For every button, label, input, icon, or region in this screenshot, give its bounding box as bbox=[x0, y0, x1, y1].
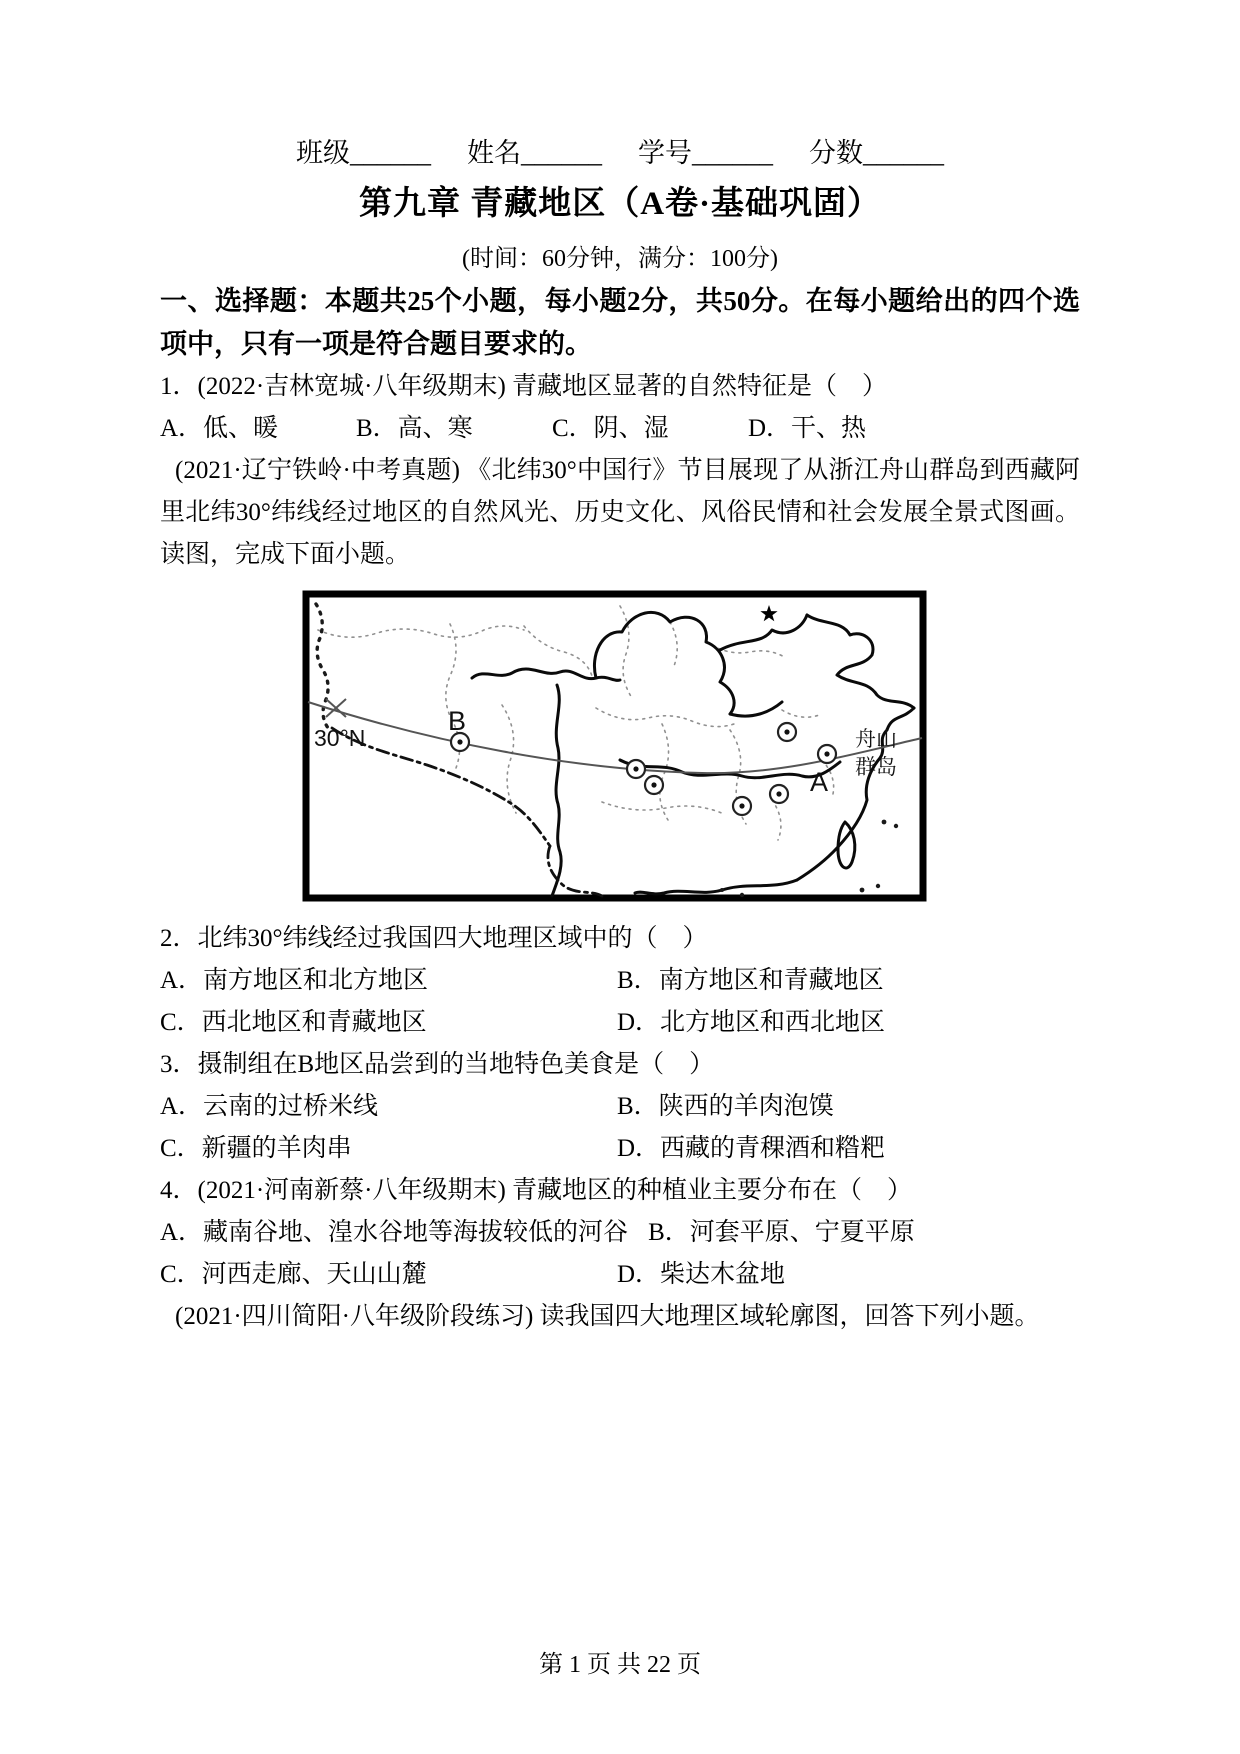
question-4 bbox=[160, 1170, 1080, 1296]
student-info-line bbox=[160, 132, 1080, 174]
question-2 bbox=[160, 918, 1080, 1044]
question-4-option-d: D．柴达木盆地 bbox=[617, 1261, 786, 1288]
question-4-option-a: A．藏南谷地、湟水谷地等海拔较低的河谷 bbox=[160, 1219, 629, 1246]
field-score bbox=[809, 132, 944, 174]
exam-time-score: (时间：60分钟，满分：100分) bbox=[462, 246, 778, 272]
field-score-blank: ______ bbox=[863, 138, 944, 168]
question-3 bbox=[160, 1044, 1080, 1170]
question-1-option-c: C．阴、湿 bbox=[552, 415, 669, 442]
question-2-option-b: B．南方地区和青藏地区 bbox=[617, 967, 884, 994]
page-title: 第九章 青藏地区（A卷·基础巩固） bbox=[358, 186, 882, 222]
marker-city-6 bbox=[778, 723, 796, 741]
question-2-options-row1 bbox=[160, 960, 1080, 1002]
question-3-option-d: D．西藏的青稞酒和糌粑 bbox=[617, 1135, 886, 1162]
field-name-label: 姓名 bbox=[467, 138, 521, 168]
region-boundaries-bold bbox=[472, 612, 914, 896]
field-class bbox=[296, 132, 431, 174]
china-map bbox=[302, 590, 927, 902]
question-1-stem: 1．(2022·吉林宽城·八年级期末) 青藏地区显著的自然特征是（ ） bbox=[160, 373, 888, 400]
field-class-label: 班级 bbox=[296, 138, 350, 168]
point-b-label: B bbox=[448, 706, 467, 736]
question-3-options-row2 bbox=[160, 1128, 1080, 1170]
question-4-options-row1 bbox=[160, 1212, 1080, 1254]
marker-city-2 bbox=[627, 760, 645, 778]
question-1 bbox=[160, 366, 1080, 450]
field-name-blank: ______ bbox=[521, 138, 602, 168]
question-2-stem: 2．北纬30°纬线经过我国四大地理区域中的（ ） bbox=[160, 925, 708, 952]
field-score-label: 分数 bbox=[809, 138, 863, 168]
western-border-dotted bbox=[316, 604, 328, 728]
marker-city-4 bbox=[733, 797, 751, 815]
question-3-options-row1 bbox=[160, 1086, 1080, 1128]
field-name bbox=[467, 132, 602, 174]
question-2-option-d: D．北方地区和西北地区 bbox=[617, 1009, 886, 1036]
field-student-id-blank: ______ bbox=[692, 138, 773, 168]
question-3-option-b: B．陕西的羊肉泡馍 bbox=[617, 1093, 834, 1120]
marker-a-city bbox=[818, 745, 836, 763]
question-1-options bbox=[160, 408, 1080, 450]
question-3-option-c: C．新疆的羊肉串 bbox=[160, 1135, 352, 1162]
question-4-options-row2 bbox=[160, 1254, 1080, 1296]
point-a-label: A bbox=[810, 767, 829, 797]
field-class-blank: ______ bbox=[350, 138, 431, 168]
china-map-figure bbox=[302, 590, 927, 902]
question-1-option-d: D．干、热 bbox=[748, 415, 867, 442]
question-1-option-b: B．高、寒 bbox=[356, 415, 473, 442]
question-3-option-a: A．云南的过桥米线 bbox=[160, 1093, 379, 1120]
question-3-stem: 3．摄制组在B地区品尝到的当地特色美食是（ ） bbox=[160, 1051, 715, 1078]
question-4-option-b: B．河套平原、宁夏平原 bbox=[648, 1219, 915, 1246]
question-2-option-a: A．南方地区和北方地区 bbox=[160, 967, 429, 994]
question-2-options-row2 bbox=[160, 1002, 1080, 1044]
zhoushan-label-line2: 群岛 bbox=[855, 756, 897, 779]
question-2-option-c: C．西北地区和青藏地区 bbox=[160, 1009, 427, 1036]
page-number-footer: 第 1 页 共 22 页 bbox=[539, 1652, 701, 1678]
section-intro: 一、选择题：本题共25个小题，每小题2分，共50分。在每小题给出的四个选项中，只有一项是符合题目要求的。 bbox=[160, 286, 1080, 359]
marker-city-5 bbox=[770, 785, 788, 803]
latitude-30n-label: 30°N bbox=[314, 725, 366, 751]
question-4-stem: 4．(2021·河南新蔡·八年级期末) 青藏地区的种植业主要分布在（ ） bbox=[160, 1177, 913, 1204]
question-4-option-c: C．河西走廊、天山山麓 bbox=[160, 1261, 427, 1288]
passage-four-regions-intro: (2021·四川简阳·八年级阶段练习) 读我国四大地理区域轮廓图，回答下列小题。 bbox=[175, 1303, 1040, 1330]
marker-city-3 bbox=[645, 776, 663, 794]
zhoushan-label-line1: 舟山 bbox=[855, 728, 897, 751]
passage-30n-intro: (2021·辽宁铁岭·中考真题) 《北纬30°中国行》节目展现了从浙江舟山群岛到西藏阿里北纬30°纬线经过地区的自然风光、历史文化、风俗民情和社会发展全景式图画。读图，完成下面小题。 bbox=[160, 457, 1080, 568]
beijing-star-icon bbox=[760, 605, 777, 621]
question-1-option-a: A．低、暖 bbox=[160, 415, 279, 442]
field-student-id bbox=[638, 132, 773, 174]
field-student-id-label: 学号 bbox=[638, 138, 692, 168]
